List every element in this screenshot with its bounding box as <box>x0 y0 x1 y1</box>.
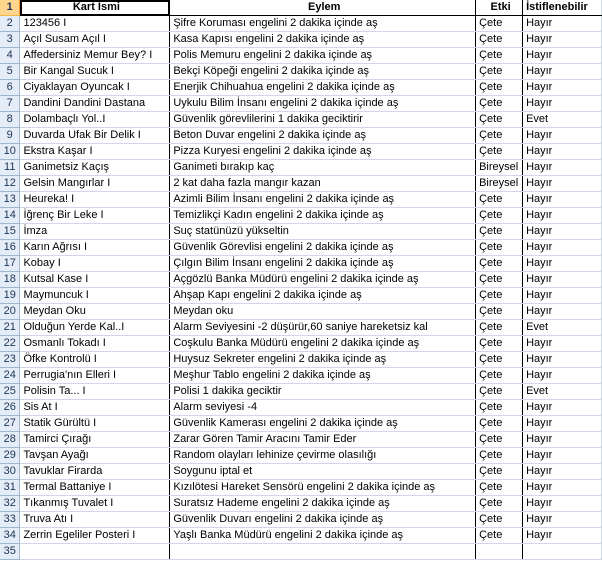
row-number[interactable]: 32 <box>0 496 20 512</box>
cell-card-name[interactable]: Statik Gürültü I <box>20 416 170 432</box>
row-number[interactable]: 8 <box>0 112 20 128</box>
table-row <box>0 448 602 464</box>
table-row <box>0 64 602 80</box>
table-row <box>0 288 602 304</box>
cell-effect[interactable]: Çete <box>476 368 523 384</box>
cell-effect[interactable]: Çete <box>476 256 523 272</box>
cell-card-name[interactable]: Tavuklar Firarda <box>20 464 170 480</box>
cell-effect[interactable]: Çete <box>476 96 523 112</box>
cell-card-name[interactable] <box>20 544 170 560</box>
table-row <box>0 384 602 400</box>
row-number[interactable]: 28 <box>0 432 20 448</box>
cell-stackable[interactable]: Hayır <box>523 432 602 448</box>
cell-action[interactable]: Kızılötesi Hareket Sensörü engelini 2 dakika içinde aş <box>170 480 476 496</box>
cell-effect[interactable]: Çete <box>476 304 523 320</box>
cell-effect[interactable]: Bireysel <box>476 160 523 176</box>
cell-card-name[interactable]: Affedersiniz Memur Bey? I <box>20 48 170 64</box>
cell-card-name[interactable]: Gelsin Mangırlar I <box>20 176 170 192</box>
cell-effect[interactable]: Çete <box>476 512 523 528</box>
cell-effect[interactable]: Çete <box>476 272 523 288</box>
table-row <box>0 320 602 336</box>
column-header-action[interactable]: Eylem <box>170 0 476 16</box>
cell-card-name[interactable]: Osmanlı Tokadı I <box>20 336 170 352</box>
table-row <box>0 48 602 64</box>
row-number[interactable]: 33 <box>0 512 20 528</box>
cell-action[interactable]: 2 kat daha fazla mangır kazan <box>170 176 476 192</box>
cell-action[interactable]: Suç statünüzü yükseltin <box>170 224 476 240</box>
cell-card-name[interactable]: Ekstra Kaşar I <box>20 144 170 160</box>
cell-action[interactable]: Uykulu Bilim İnsanı engelini 2 dakika içinde aş <box>170 96 476 112</box>
table-row <box>0 240 602 256</box>
cell-stackable[interactable]: Hayır <box>523 464 602 480</box>
row-number[interactable]: 4 <box>0 48 20 64</box>
cell-action[interactable]: Meydan oku <box>170 304 476 320</box>
cell-action[interactable]: Polisi 1 dakika geciktir <box>170 384 476 400</box>
cell-card-name[interactable]: Kutsal Kase I <box>20 272 170 288</box>
table-row <box>0 336 602 352</box>
table-row <box>0 352 602 368</box>
cell-stackable[interactable]: Hayır <box>523 240 602 256</box>
cell-stackable[interactable]: Hayır <box>523 64 602 80</box>
cell-effect[interactable] <box>476 544 523 560</box>
cell-stackable[interactable]: Hayır <box>523 160 602 176</box>
cell-action[interactable]: Temizlikçi Kadın engelini 2 dakika içinde aş <box>170 208 476 224</box>
cell-card-name[interactable]: Tavşan Ayağı <box>20 448 170 464</box>
cell-action[interactable]: Güvenlik görevlilerini 1 dakika geciktirir <box>170 112 476 128</box>
cell-action[interactable]: Random olayları lehinize çevirme olasılığı <box>170 448 476 464</box>
cell-card-name[interactable]: Öfke Kontrolü I <box>20 352 170 368</box>
cell-effect[interactable]: Çete <box>476 112 523 128</box>
cell-card-name[interactable]: Açıl Susam Açıl I <box>20 32 170 48</box>
cell-stackable[interactable]: Hayır <box>523 304 602 320</box>
cell-effect[interactable]: Çete <box>476 352 523 368</box>
cell-stackable[interactable]: Evet <box>523 384 602 400</box>
cell-stackable[interactable]: Hayır <box>523 416 602 432</box>
table-row <box>0 496 602 512</box>
cell-action[interactable]: Ganimeti bırakıp kaç <box>170 160 476 176</box>
cell-effect[interactable]: Çete <box>476 384 523 400</box>
table-row <box>0 368 602 384</box>
table-row <box>0 400 602 416</box>
cell-effect[interactable]: Çete <box>476 144 523 160</box>
cell-effect[interactable]: Çete <box>476 416 523 432</box>
row-number[interactable]: 26 <box>0 400 20 416</box>
cell-stackable[interactable]: Hayır <box>523 448 602 464</box>
cell-action[interactable]: Açgözlü Banka Müdürü engelini 2 dakika içinde aş <box>170 272 476 288</box>
cell-stackable[interactable]: Hayır <box>523 16 602 32</box>
cell-effect[interactable]: Çete <box>476 448 523 464</box>
table-row <box>0 80 602 96</box>
column-header-effect[interactable]: Etki <box>476 0 523 16</box>
cell-stackable[interactable]: Evet <box>523 320 602 336</box>
column-header-card-name[interactable]: Kart İsmi <box>20 0 170 16</box>
table-row <box>0 224 602 240</box>
cell-effect[interactable]: Çete <box>476 16 523 32</box>
cell-card-name[interactable]: Perrugia'nın Elleri I <box>20 368 170 384</box>
table-row <box>0 208 602 224</box>
row-number[interactable]: 6 <box>0 80 20 96</box>
row-number[interactable]: 20 <box>0 304 20 320</box>
row-number[interactable]: 5 <box>0 64 20 80</box>
cell-effect[interactable]: Çete <box>476 240 523 256</box>
cell-stackable[interactable]: Hayır <box>523 480 602 496</box>
row-number[interactable]: 17 <box>0 256 20 272</box>
cell-stackable[interactable]: Hayır <box>523 48 602 64</box>
cell-action[interactable]: Suratsız Hademe engelini 2 dakika içinde aş <box>170 496 476 512</box>
table-row <box>0 176 602 192</box>
cell-stackable[interactable]: Hayır <box>523 352 602 368</box>
cell-stackable[interactable]: Hayır <box>523 528 602 544</box>
cell-action[interactable]: Pizza Kuryesi engelini 2 dakika içinde aş <box>170 144 476 160</box>
cell-action[interactable]: Bekçi Köpeği engelini 2 dakika içinde aş <box>170 64 476 80</box>
cell-card-name[interactable]: Dandini Dandini Dastana <box>20 96 170 112</box>
row-number[interactable]: 22 <box>0 336 20 352</box>
table-row <box>0 32 602 48</box>
header-row <box>0 0 602 16</box>
row-number[interactable]: 24 <box>0 368 20 384</box>
cell-effect[interactable]: Çete <box>476 224 523 240</box>
table-row <box>0 304 602 320</box>
cell-card-name[interactable]: Truva Atı I <box>20 512 170 528</box>
cell-effect[interactable]: Bireysel <box>476 176 523 192</box>
cell-action[interactable]: Şifre Koruması engelini 2 dakika içinde aş <box>170 16 476 32</box>
cell-action[interactable]: Soygunu iptal et <box>170 464 476 480</box>
table-row <box>0 272 602 288</box>
cell-effect[interactable]: Çete <box>476 64 523 80</box>
table-row <box>0 480 602 496</box>
cell-action[interactable]: Kasa Kapısı engelini 2 dakika içinde aş <box>170 32 476 48</box>
cell-card-name[interactable]: Duvarda Ufak Bir Delik I <box>20 128 170 144</box>
cell-card-name[interactable]: Polisin Ta... I <box>20 384 170 400</box>
cell-card-name[interactable]: Ciyaklayan Oyuncak I <box>20 80 170 96</box>
cell-effect[interactable]: Çete <box>476 208 523 224</box>
cell-card-name[interactable]: İmza <box>20 224 170 240</box>
row-number[interactable]: 18 <box>0 272 20 288</box>
cell-action[interactable]: Zarar Gören Tamir Aracını Tamir Eder <box>170 432 476 448</box>
cell-card-name[interactable]: Karın Ağrısı I <box>20 240 170 256</box>
row-number[interactable]: 31 <box>0 480 20 496</box>
cell-effect[interactable]: Çete <box>476 400 523 416</box>
row-number[interactable]: 11 <box>0 160 20 176</box>
cell-card-name[interactable]: Sis At I <box>20 400 170 416</box>
cell-effect[interactable]: Çete <box>476 32 523 48</box>
cell-effect[interactable]: Çete <box>476 432 523 448</box>
cell-card-name[interactable]: İğrenç Bir Leke I <box>20 208 170 224</box>
row-number[interactable]: 1 <box>0 0 20 16</box>
row-number[interactable]: 2 <box>0 16 20 32</box>
table-row <box>0 96 602 112</box>
cell-action[interactable]: Enerjik Chihuahua engelini 2 dakika içinde aş <box>170 80 476 96</box>
cell-stackable[interactable]: Hayır <box>523 496 602 512</box>
cell-effect[interactable]: Çete <box>476 288 523 304</box>
cell-effect[interactable]: Çete <box>476 528 523 544</box>
table-row <box>0 432 602 448</box>
cell-card-name[interactable]: Tamirci Çırağı <box>20 432 170 448</box>
cell-action[interactable]: Alarm Seviyesini -2 düşürür,60 saniye hareketsiz kal <box>170 320 476 336</box>
row-number[interactable]: 30 <box>0 464 20 480</box>
row-number[interactable]: 21 <box>0 320 20 336</box>
cell-stackable[interactable]: Hayır <box>523 144 602 160</box>
cell-card-name[interactable]: Heureka! I <box>20 192 170 208</box>
cell-action[interactable]: Alarm seviyesi -4 <box>170 400 476 416</box>
cell-effect[interactable]: Çete <box>476 496 523 512</box>
row-number[interactable]: 19 <box>0 288 20 304</box>
cell-stackable[interactable]: Hayır <box>523 336 602 352</box>
cell-stackable[interactable]: Hayır <box>523 176 602 192</box>
cell-effect[interactable]: Çete <box>476 192 523 208</box>
cell-action[interactable]: Coşkulu Banka Müdürü engelini 2 dakika içinde aş <box>170 336 476 352</box>
cell-effect[interactable]: Çete <box>476 80 523 96</box>
cell-card-name[interactable]: Termal Battaniye I <box>20 480 170 496</box>
table-row <box>0 144 602 160</box>
row-number[interactable]: 15 <box>0 224 20 240</box>
row-number[interactable]: 25 <box>0 384 20 400</box>
table-row <box>0 112 602 128</box>
cell-stackable[interactable]: Hayır <box>523 208 602 224</box>
cell-stackable[interactable]: Hayır <box>523 512 602 528</box>
cell-stackable[interactable]: Hayır <box>523 400 602 416</box>
cell-card-name[interactable]: Dolambaçlı Yol..I <box>20 112 170 128</box>
table-row <box>0 128 602 144</box>
table-row <box>0 416 602 432</box>
row-number[interactable]: 3 <box>0 32 20 48</box>
row-number[interactable]: 14 <box>0 208 20 224</box>
cell-stackable[interactable]: Hayır <box>523 192 602 208</box>
cell-effect[interactable]: Çete <box>476 320 523 336</box>
cell-effect[interactable]: Çete <box>476 128 523 144</box>
cell-stackable[interactable] <box>523 544 602 560</box>
cell-stackable[interactable]: Hayır <box>523 288 602 304</box>
cell-card-name[interactable]: Bir Kangal Sucuk I <box>20 64 170 80</box>
cell-action[interactable] <box>170 544 476 560</box>
cell-stackable[interactable]: Hayır <box>523 128 602 144</box>
cell-action[interactable]: Azimli Bilim İnsanı engelini 2 dakika içinde aş <box>170 192 476 208</box>
cell-card-name[interactable]: 123456 I <box>20 16 170 32</box>
cell-action[interactable]: Beton Duvar engelini 2 dakika içinde aş <box>170 128 476 144</box>
cell-action[interactable]: Güvenlik Kamerası engelini 2 dakika içinde aş <box>170 416 476 432</box>
cell-action[interactable]: Güvenlik Görevlisi engelini 2 dakika içinde aş <box>170 240 476 256</box>
row-number[interactable]: 27 <box>0 416 20 432</box>
row-number[interactable]: 12 <box>0 176 20 192</box>
row-number[interactable]: 23 <box>0 352 20 368</box>
cell-action[interactable]: Güvenlik Duvarı engelini 2 dakika içinde aş <box>170 512 476 528</box>
table-row <box>0 160 602 176</box>
cell-action[interactable]: Çılgın Bilim İnsanı engelini 2 dakika içinde aş <box>170 256 476 272</box>
cell-stackable[interactable]: Hayır <box>523 272 602 288</box>
cell-stackable[interactable]: Hayır <box>523 96 602 112</box>
cell-action[interactable]: Ahşap Kapı engelini 2 dakika içinde aş <box>170 288 476 304</box>
cell-card-name[interactable]: Kobay I <box>20 256 170 272</box>
cell-card-name[interactable]: Olduğun Yerde Kal..I <box>20 320 170 336</box>
row-number[interactable]: 9 <box>0 128 20 144</box>
cell-stackable[interactable]: Hayır <box>523 32 602 48</box>
cell-effect[interactable]: Çete <box>476 48 523 64</box>
table-row <box>0 464 602 480</box>
cell-stackable[interactable]: Hayır <box>523 224 602 240</box>
cell-card-name[interactable]: Maymuncuk I <box>20 288 170 304</box>
column-header-stackable[interactable]: İstiflenebilir <box>523 0 602 16</box>
table-row <box>0 16 602 32</box>
cell-stackable[interactable]: Hayır <box>523 80 602 96</box>
table-row <box>0 528 602 544</box>
cell-effect[interactable]: Çete <box>476 464 523 480</box>
cell-card-name[interactable]: Zerrin Egeliler Posteri I <box>20 528 170 544</box>
table-row <box>0 544 602 560</box>
row-number[interactable]: 29 <box>0 448 20 464</box>
cell-stackable[interactable]: Hayır <box>523 256 602 272</box>
cell-stackable[interactable]: Evet <box>523 112 602 128</box>
cell-stackable[interactable]: Hayır <box>523 368 602 384</box>
cell-action[interactable]: Huysuz Sekreter engelini 2 dakika içinde aş <box>170 352 476 368</box>
cell-effect[interactable]: Çete <box>476 480 523 496</box>
row-number[interactable]: 7 <box>0 96 20 112</box>
cell-action[interactable]: Meşhur Tablo engelini 2 dakika içinde aş <box>170 368 476 384</box>
table-row <box>0 512 602 528</box>
table-row <box>0 192 602 208</box>
row-number[interactable]: 35 <box>0 544 20 560</box>
cell-action[interactable]: Polis Memuru engelini 2 dakika içinde aş <box>170 48 476 64</box>
row-number[interactable]: 34 <box>0 528 20 544</box>
cell-card-name[interactable]: Ganimetsiz Kaçış <box>20 160 170 176</box>
row-number[interactable]: 16 <box>0 240 20 256</box>
table-row <box>0 256 602 272</box>
cell-action[interactable]: Yaşlı Banka Müdürü engelini 2 dakika içinde aş <box>170 528 476 544</box>
row-number[interactable]: 10 <box>0 144 20 160</box>
cell-effect[interactable]: Çete <box>476 336 523 352</box>
cell-card-name[interactable]: Meydan Oku <box>20 304 170 320</box>
row-number[interactable]: 13 <box>0 192 20 208</box>
cell-card-name[interactable]: Tıkanmış Tuvalet I <box>20 496 170 512</box>
